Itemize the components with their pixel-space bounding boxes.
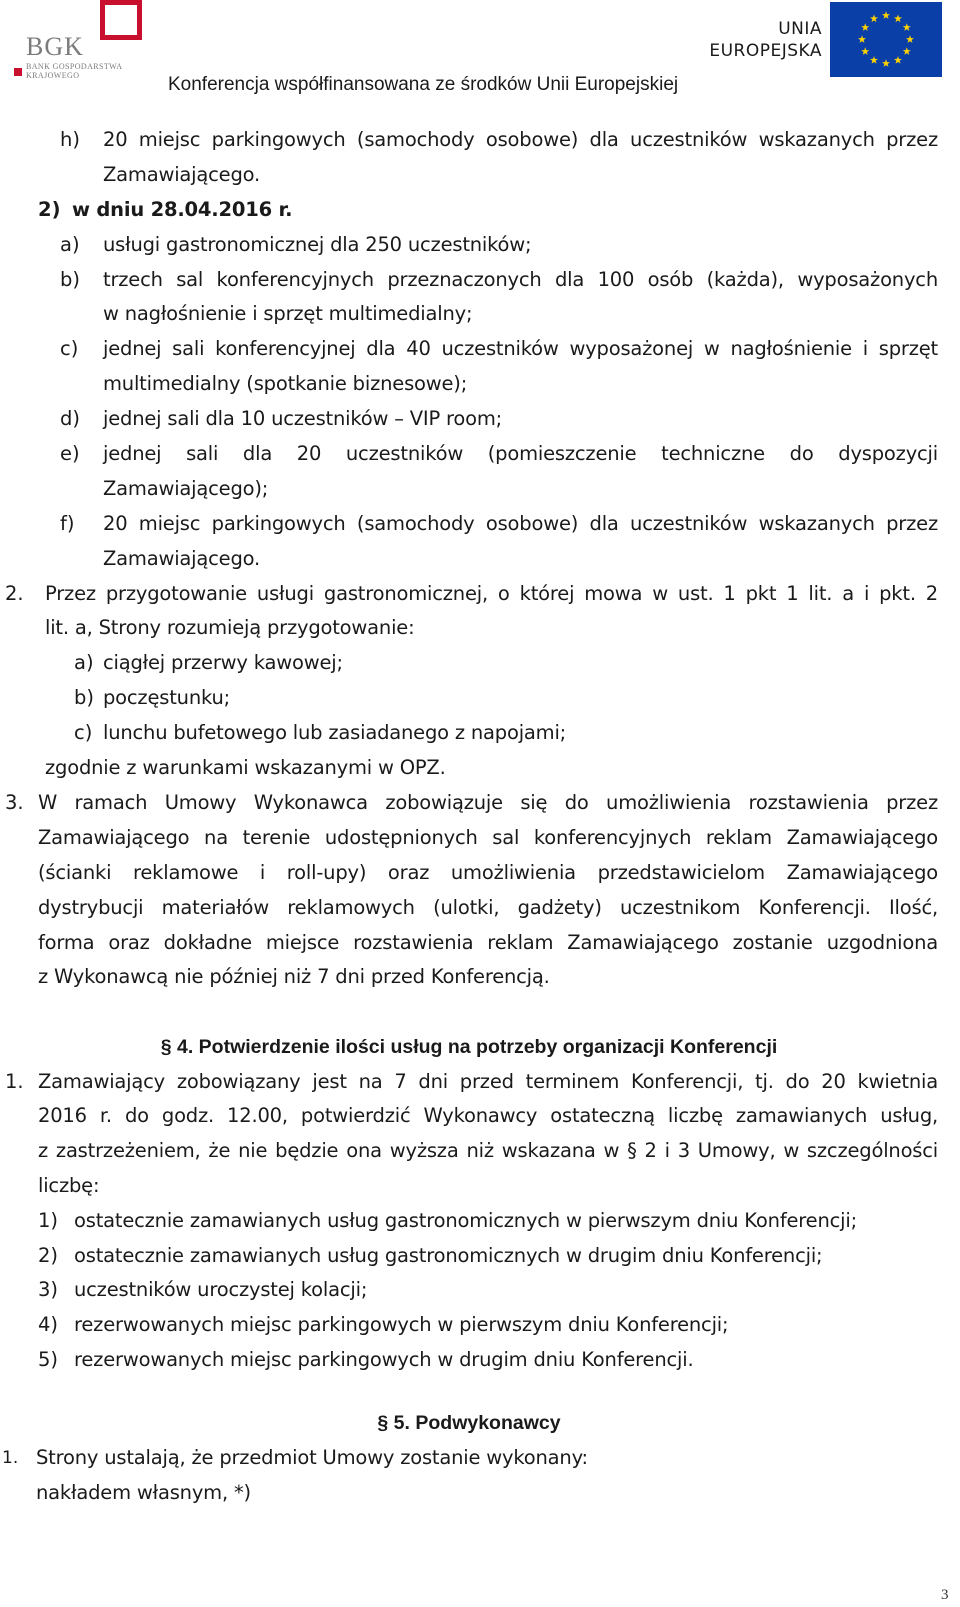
- point-2-b-text: poczęstunku;: [103, 686, 231, 709]
- page-header: [0, 0, 960, 110]
- list-item-label: 2): [38, 1244, 59, 1267]
- point-3-line-6: z Wykonawcą nie później niż 7 dni przed Konferencją.: [38, 965, 550, 988]
- day2-item-b-line-2: w nagłośnienie i sprzęt multimedialny;: [103, 302, 473, 325]
- eu-flag-icon: [830, 2, 942, 77]
- point-2-a-label: a): [74, 651, 94, 674]
- point-3-line-2: Zamawiającego na terenie udostępnionych sal konferencyjnych reklam Zamawiającego: [38, 826, 938, 849]
- conference-cofinancing-line: Konferencja współfinansowana ze środków Unii Europejskiej: [168, 74, 679, 95]
- bgk-logo-red-dot-icon: [14, 68, 22, 76]
- day2-item-a-label: a): [60, 233, 80, 256]
- eu-label: [682, 18, 822, 62]
- list-item: rezerwowanych miejsc parkingowych w drugim dniu Konferencji.: [74, 1348, 694, 1371]
- section-4-p1-line-3: z zastrzeżeniem, że nie będzie ona wyższa niż wskazana w § 2 i 3 Umowy, w szczególności: [38, 1139, 938, 1162]
- day2-item-f-line-2: Zamawiającego.: [103, 547, 261, 570]
- section-5-title: § 5. Podwykonawcy: [377, 1412, 561, 1434]
- section-4-p1-line-2: 2016 r. do godz. 12.00, potwierdzić Wykonawcy ostateczną liczbę zamawianych usług,: [38, 1104, 938, 1127]
- day2-item-f-label: f): [60, 512, 75, 535]
- day2-item-d-label: d): [60, 407, 80, 430]
- day2-item-e-label: e): [60, 442, 80, 465]
- point-2-c-text: lunchu bufetowego lub zasiadanego z napojami;: [103, 721, 567, 744]
- list-item: ostatecznie zamawianych usług gastronomicznych w pierwszym dniu Konferencji;: [74, 1209, 857, 1232]
- section-5-p1-line-2: nakładem własnym, *): [36, 1481, 251, 1504]
- day2-item-c-line-2: multimedialny (spotkanie biznesowe);: [103, 372, 468, 395]
- point-2-closing: zgodnie z warunkami wskazanymi w OPZ.: [45, 756, 446, 779]
- section-4-p1-line-1: Zamawiający zobowiązany jest na 7 dni przed terminem Konferencji, tj. do 20 kwietnia: [38, 1070, 938, 1093]
- point-2-a-text: ciągłej przerwy kawowej;: [103, 651, 343, 674]
- bgk-logo-text: BGK: [26, 32, 84, 61]
- section-4-p1-line-4: liczbę:: [38, 1174, 100, 1197]
- section-5-p1-label: 1.: [2, 1448, 19, 1468]
- item-h-line-1: 20 miejsc parkingowych (samochody osobowe) dla uczestników wskazanych przez: [103, 128, 938, 151]
- day-2-label: 2): [38, 198, 61, 221]
- page-number: 3: [941, 1587, 949, 1603]
- day2-item-f-line-1: 20 miejsc parkingowych (samochody osobowe) dla uczestników wskazanych przez: [103, 512, 938, 535]
- item-h-label: h): [60, 128, 80, 151]
- list-item: uczestników uroczystej kolacji;: [74, 1278, 368, 1301]
- day-2-text: w dniu 28.04.2016 r.: [72, 198, 293, 221]
- bgk-logo: [14, 0, 139, 86]
- point-3-line-3: (ścianki reklamowe i roll-upy) oraz umożliwienia przedstawicielom Zamawiającego: [38, 861, 938, 884]
- day2-item-b-line-1: trzech sal konferencyjnych przeznaczonych dla 100 osób (każda), wyposażonych: [103, 268, 938, 291]
- eu-label-line-2: EUROPEJSKA: [709, 41, 822, 61]
- point-3-label: 3.: [5, 791, 24, 814]
- point-2-b-label: b): [74, 686, 94, 709]
- section-4-title: § 4. Potwierdzenie ilości usług na potrzeby organizacji Konferencji: [160, 1036, 778, 1058]
- bgk-sub-line-1: BANK GOSPODARSTWA: [26, 62, 123, 71]
- section-5-p1-line-1: Strony ustalają, że przedmiot Umowy zostanie wykonany:: [36, 1446, 588, 1469]
- day2-item-e-line-1: jednej sali dla 20 uczestników (pomieszczenie techniczne do dyspozycji: [103, 442, 938, 465]
- day2-item-c-line-1: jednej sali konferencyjnej dla 40 uczestników wyposażonej w nagłośnienie i sprzęt: [103, 337, 938, 360]
- day2-item-c-label: c): [60, 337, 79, 360]
- day2-item-e-line-2: Zamawiającego);: [103, 477, 269, 500]
- bgk-logo-square-icon: [100, 0, 142, 40]
- section-4-p1-label: 1.: [5, 1070, 24, 1093]
- day2-item-a-text: usługi gastronomicznej dla 250 uczestników;: [103, 233, 532, 256]
- day2-item-b-label: b): [60, 268, 80, 291]
- point-2-c-label: c): [74, 721, 93, 744]
- point-2-label: 2.: [5, 582, 24, 605]
- list-item-label: 3): [38, 1278, 59, 1301]
- point-2-line-1: Przez przygotowanie usługi gastronomicznej, o której mowa w ust. 1 pkt 1 lit. a i pkt. 2: [45, 582, 938, 605]
- day2-item-d-text: jednej sali dla 10 uczestników – VIP room;: [103, 407, 503, 430]
- point-3-line-1: W ramach Umowy Wykonawca zobowiązuje się do umożliwienia rozstawienia przez: [38, 791, 938, 814]
- list-item: ostatecznie zamawianych usług gastronomicznych w drugim dniu Konferencji;: [74, 1244, 823, 1267]
- point-3-line-5: forma oraz dokładne miejsce rozstawienia reklam Zamawiającego zostanie uzgodniona: [38, 931, 938, 954]
- item-h-line-2: Zamawiającego.: [103, 163, 261, 186]
- eu-label-line-1: UNIA: [778, 19, 822, 39]
- bgk-sub-line-2: KRAJOWEGO: [26, 71, 80, 80]
- list-item: rezerwowanych miejsc parkingowych w pierwszym dniu Konferencji;: [74, 1313, 729, 1336]
- list-item-label: 4): [38, 1313, 59, 1336]
- point-3-line-4: dystrybucji materiałów reklamowych (ulotki, gadżety) uczestnikom Konferencji. Ilość,: [38, 896, 938, 919]
- list-item-label: 5): [38, 1348, 59, 1371]
- bgk-logo-subtitle: [26, 62, 122, 80]
- point-2-line-2: lit. a, Strony rozumieją przygotowanie:: [45, 616, 415, 639]
- list-item-label: 1): [38, 1209, 59, 1232]
